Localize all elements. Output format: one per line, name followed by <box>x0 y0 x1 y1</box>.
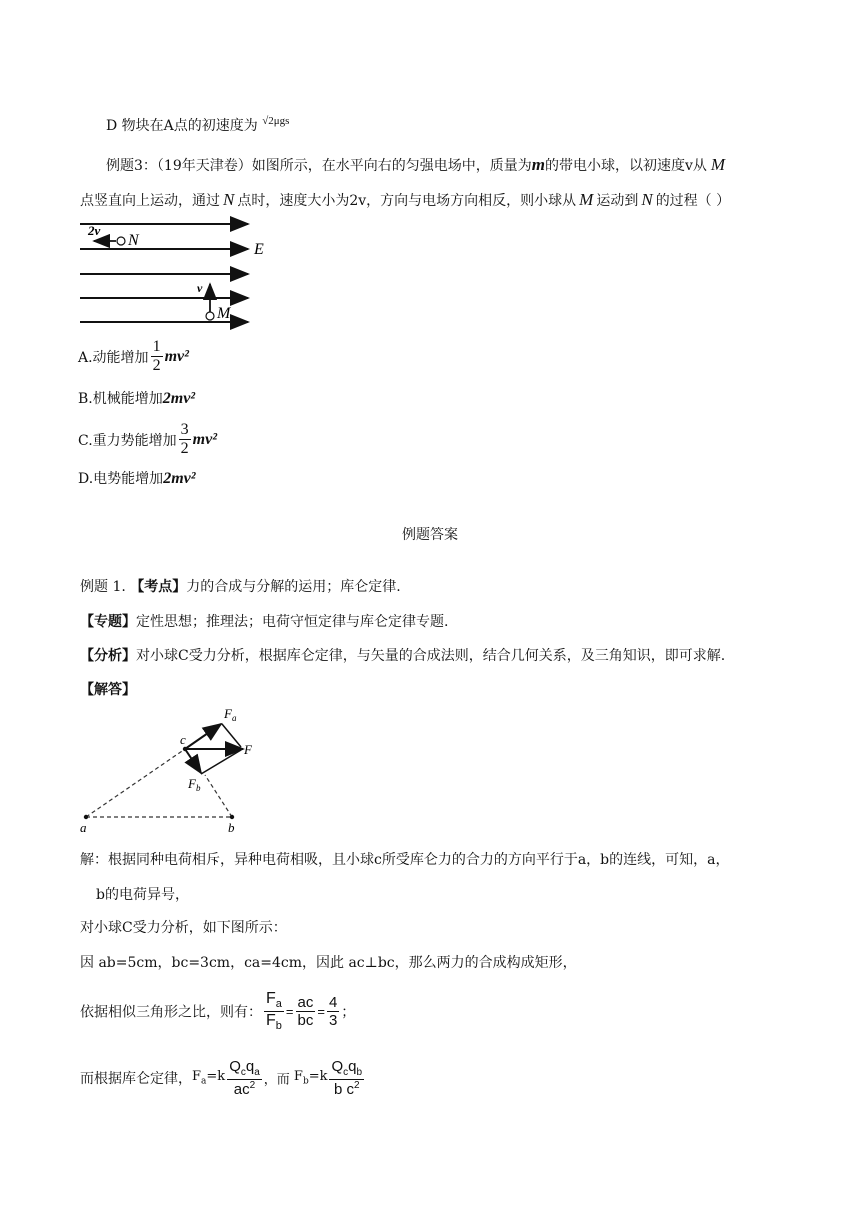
option-d-line <box>106 115 289 135</box>
q-text-3: 点竖直向上运动，通过 <box>80 193 220 209</box>
solution-line1: 解：根据同种电荷相斥，异种电荷相吸，且小球c所受库仑力的合力的方向平行于a，b的连线，可知，a， <box>80 852 730 868</box>
zhuanti-text: 定性思想；推理法；电荷守恒定律与库仑定律专题. <box>136 614 449 630</box>
side-ac <box>86 749 185 817</box>
option-c-num: 3 <box>179 421 191 440</box>
ball-N <box>117 237 125 245</box>
q-text-6: 的过程（ ） <box>655 193 731 209</box>
fenxi-label: 【分析】 <box>80 648 136 664</box>
answer-fenxi-line <box>80 645 725 665</box>
option-b-tail: 2mv² <box>162 390 196 407</box>
ratio-four: 4 <box>328 993 338 1011</box>
coulomb-num-2: $Q_cq_b$ <box>331 1058 363 1078</box>
label-N: N <box>128 232 139 249</box>
ball-M <box>206 312 214 320</box>
label-c: c <box>180 732 186 747</box>
answer-kaodian-line <box>80 576 401 596</box>
option-a-num: 1 <box>151 338 163 357</box>
coulomb-frac-2 <box>329 1058 364 1098</box>
solution-line3: 对小球C受力分析，如下图所示： <box>80 920 287 936</box>
fenxi-text: 对小球C受力分析，根据库仑定律，与矢量的合成法则，结合几何关系，及三角知识，即可求解. <box>136 648 726 664</box>
q-N2: N <box>641 190 653 209</box>
label-fb: $F_b$ <box>188 776 201 793</box>
label-v: v <box>197 281 203 295</box>
jieda-label: 【解答】 <box>80 682 136 698</box>
coulomb-fa-eq: $F_a=k$ <box>192 1069 226 1087</box>
label-2v: 2v <box>88 223 101 238</box>
option-a-tail: mv² <box>164 347 189 365</box>
coulomb-fb-eq: $F_b=k$ <box>293 1069 328 1087</box>
ratio-bc: bc <box>297 1011 314 1029</box>
q-text-4: 点时，速度大小为2v，方向与电场方向相反，则小球从 <box>237 193 577 209</box>
solution-line6-text: 而根据库仑定律， <box>80 1070 192 1087</box>
zhuanti-label: 【专题】 <box>80 614 136 630</box>
coulomb-num-1: $Q_cq_a$ <box>229 1058 260 1078</box>
label-f: F <box>244 742 252 757</box>
option-a <box>78 338 189 376</box>
ratio-ac: ac <box>297 993 314 1011</box>
eq-sign-1: = <box>285 1003 294 1019</box>
side-bc <box>205 775 232 817</box>
option-d-text: D.电势能增加 <box>78 471 164 487</box>
example3-question-line2 <box>80 190 730 210</box>
q-N1: N <box>223 190 235 209</box>
coulomb-mid: ，而 <box>263 1072 294 1088</box>
label-a: a <box>80 820 87 835</box>
option-b <box>78 388 195 408</box>
q-M1: M <box>710 155 726 174</box>
label-E: E <box>254 241 264 258</box>
q-m: m <box>531 155 545 174</box>
force-diagram <box>74 702 274 838</box>
ratio-three: 3 <box>328 1011 338 1029</box>
ratio-fa: $F_a$ <box>266 990 282 1011</box>
option-d-prefix: D 物块在A点的初速度为 <box>106 118 258 134</box>
coulomb-frac-1 <box>227 1058 262 1098</box>
rect-edge-2 <box>201 750 241 774</box>
ratio-4-3 <box>327 994 339 1030</box>
force-fb-arrow <box>185 749 201 773</box>
ratio-ac-bc <box>296 994 316 1030</box>
option-b-text: B.机械能增加 <box>78 391 163 407</box>
q-text-2: 的带电小球，以初速度v从 <box>544 158 707 174</box>
example3-question-line1 <box>106 155 725 175</box>
option-c <box>78 421 217 459</box>
option-c-fraction <box>179 421 191 459</box>
coulomb-den-1: $ac^2$ <box>233 1079 256 1098</box>
option-d-value: √2μgs <box>262 115 290 127</box>
answer-zhuanti-line <box>80 611 448 631</box>
q-M2: M <box>579 190 594 209</box>
kaodian-label: 【考点】 <box>130 579 187 595</box>
ratio-fb: $F_b$ <box>266 1011 282 1033</box>
option-c-den: 2 <box>180 440 189 458</box>
option-a-fraction <box>151 338 163 376</box>
point-c <box>183 747 187 751</box>
q-text-1: 例题3：（19年天津卷）如图所示，在水平向右的匀强电场中，质量为 <box>106 158 532 174</box>
option-c-tail: mv² <box>192 430 218 448</box>
solution-line6 <box>80 1058 366 1098</box>
coulomb-den-2: b $c^2$ <box>333 1079 360 1098</box>
answer-jieda-line <box>80 679 136 699</box>
force-fa-arrow <box>185 724 221 749</box>
option-d-tail: 2mv² <box>163 470 196 487</box>
option-a-text: A.动能增加 <box>78 349 149 366</box>
option-a-den: 2 <box>152 357 161 375</box>
solution-line4: 因 ab=5cm，bc=3cm，ca=4cm，因此 ac⊥bc，那么两力的合成构成矩形， <box>80 955 577 971</box>
option-c-text: C.重力势能增加 <box>78 432 177 449</box>
eq-sign-2: = <box>317 1003 325 1019</box>
label-fa: $F_a$ <box>224 706 237 723</box>
answers-heading: 例题答案 <box>402 527 458 543</box>
point-b <box>230 815 234 819</box>
e1-prefix: 例题 1. <box>80 579 131 595</box>
ratio-fa-fb <box>264 990 284 1033</box>
rect-edge-1 <box>222 724 241 747</box>
solution-line5-text: 依据相似三角形之比，则有： <box>80 1004 262 1021</box>
option-d <box>78 468 196 488</box>
point-a <box>84 815 88 819</box>
solution-line2: b的电荷异号， <box>96 887 189 903</box>
label-b: b <box>228 820 235 835</box>
q-text-5: 运动到 <box>596 193 639 209</box>
label-M: M <box>217 305 231 322</box>
electric-field-figure <box>78 214 278 330</box>
kaodian-text: 力的合成与分解的运用；库仑定律. <box>186 579 401 595</box>
solution-line5 <box>80 990 355 1033</box>
ratio-end: ； <box>341 1004 356 1021</box>
